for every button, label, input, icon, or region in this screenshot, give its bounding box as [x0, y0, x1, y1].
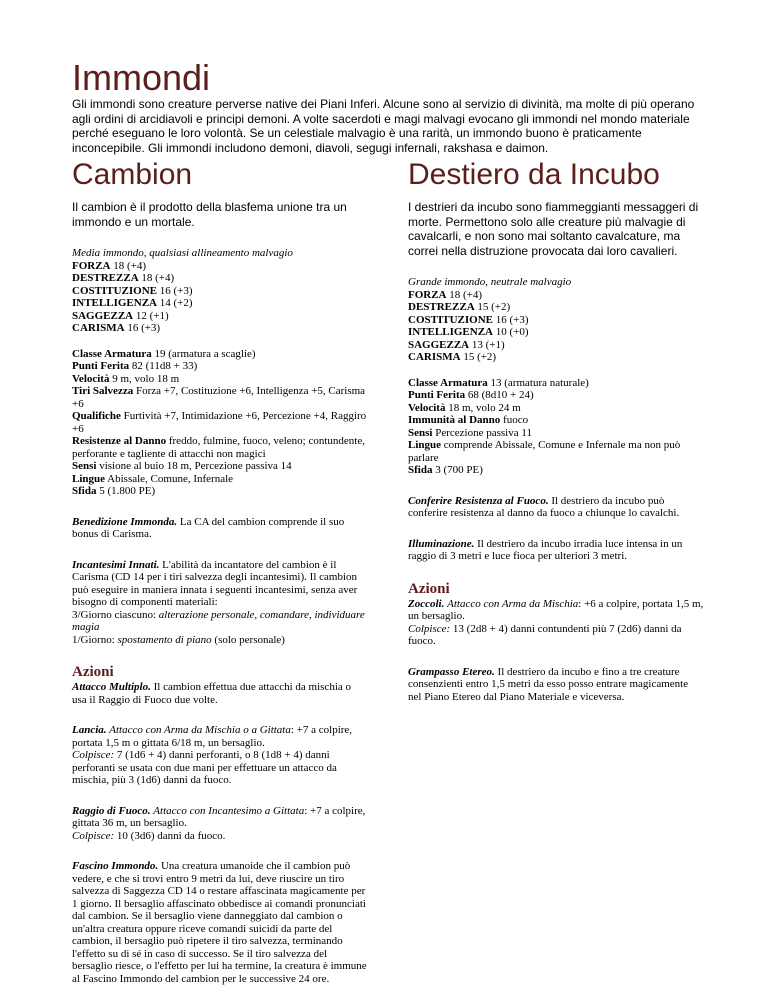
destriero-stats-block: [408, 377, 704, 477]
intro-paragraph: Gli immondi sono creature perverse native dei Piani Inferi. Alcune sono al servizio di divinità, ma molte di più operano agli ordini di arcidiavoli e principi demoni. A volte sacerdoti e magi malvagi evocano gli immondi nel mondo materiale perché eseguano le loro volontà. Se un celestiale malvagio è una rarità, un immondo buono è praticamente inconcepibile. Gli immondi includono demoni, diavoli, segugi infernali, rakshasa e daimon.: [72, 97, 695, 155]
action-lancia: Lancia. Attacco con Arma da Mischia o a Gittata: +7 a colpire, portata 1,5 m o gittata 6/18 m, un bersaglio. Colpisce: 7 (1d6 + 4) danni perforanti, o 8 (1d8 + 4) danni perforanti se usata con due mani per effettuare un attacco da mischia, più 3 (1d6) danni da fuoco.: [72, 724, 353, 786]
destriero-actions-title: Azioni: [408, 580, 450, 597]
ability-row: COSTITUZIONE 16 (+3): [72, 284, 193, 297]
cambion-abilities-block: [72, 247, 368, 335]
destriero-column: [408, 158, 704, 703]
page-title: Immondi: [72, 57, 211, 98]
stat-row: Resistenze al Danno freddo, fulmine, fuoco, veleno; contundente, perforante e tagliente di attacchi non magici: [72, 435, 365, 460]
cambion-stats-block: [72, 348, 368, 498]
stat-row: Classe Armatura 19 (armatura a scaglie): [72, 347, 256, 360]
stat-row: Qualifiche Furtività +7, Intimidazione +6, Percezione +4, Raggiro +6: [72, 410, 367, 435]
stat-row: Velocità 9 m, volo 18 m: [72, 372, 180, 385]
stat-row: Velocità 18 m, volo 24 m: [408, 401, 521, 414]
ability-row: SAGGEZZA 13 (+1): [408, 338, 505, 351]
stat-row: Lingue comprende Abissale, Comune e Infernale ma non può parlare: [408, 439, 681, 464]
cambion-title: Cambion: [72, 158, 193, 191]
ability-row: INTELLIGENZA 10 (+0): [408, 326, 529, 338]
stat-row: Punti Ferita 68 (8d10 + 24): [408, 389, 534, 401]
destriero-description: I destrieri da incubo sono fiammeggianti messaggeri di morte. Permettono solo alle creature più malvagie di cavalcarli, e non sono mai soltanto cavalcature, ma correi nella distruzione provocata dai loro cavalieri.: [408, 200, 699, 258]
ability-row: COSTITUZIONE 16 (+3): [408, 313, 529, 326]
stat-row: Sensi visione al buio 18 m, Percezione passiva 14: [72, 460, 292, 472]
ability-row: INTELLIGENZA 14 (+2): [72, 297, 193, 309]
stat-row: Sensi Percezione passiva 11: [408, 426, 532, 439]
ability-row: DESTREZZA 15 (+2): [408, 301, 511, 313]
trait-benedizione: Benedizione Immonda. La CA del cambion comprende il suo bonus di Carisma.: [72, 515, 345, 540]
ability-row: FORZA 18 (+4): [408, 288, 483, 301]
stat-row: Tiri Salvezza Forza +7, Costituzione +6, Intelligenza +5, Carisma +6: [72, 385, 366, 410]
action-grampasso: Grampasso Etereo. Il destriero da incubo e fino a tre creature consenzienti entro 1,5 metri da esso posso entrare magicamente nel Piano Etereo dal Piano Materiale e viceversa.: [408, 665, 689, 703]
ability-row: CARISMA 15 (+2): [408, 351, 497, 363]
stat-row: Lingue Abissale, Comune, Infernale: [72, 472, 234, 485]
destriero-title: Destiero da Incubo: [408, 158, 660, 191]
ability-row: DESTREZZA 18 (+4): [72, 272, 175, 284]
cambion-column: [72, 158, 368, 985]
ability-row: FORZA 18 (+4): [72, 259, 147, 272]
stat-row: Punti Ferita 82 (11d8 + 33): [72, 360, 198, 372]
stat-row: Immunità al Danno fuoco: [408, 414, 529, 426]
cambion-actions-title: Azioni: [72, 664, 114, 680]
action-raggio: Raggio di Fuoco. Attacco con Incantesimo a Gittata: +7 a colpire, gittata 36 m, un bersaglio. Colpisce: 10 (3d6) danni da fuoco.: [72, 804, 366, 842]
action-multiattacco: Attacco Multiplo. Il cambion effettua due attacchi da mischia o usa il Raggio di Fuoco due volte.: [72, 681, 352, 706]
stat-row: Sfida 3 (700 PE): [408, 464, 483, 476]
stat-row: Sfida 5 (1.800 PE): [72, 485, 156, 497]
cambion-description: Il cambion è il prodotto della blasfema unione tra un immondo e un mortale.: [72, 200, 347, 229]
ability-row: CARISMA 16 (+3): [72, 322, 161, 334]
destriero-type: Grande immondo, neutrale malvagio: [408, 276, 572, 288]
action-fascino: Fascino Immondo. Una creatura umanoide che il cambion può vedere, e che si trovi entro 9 metri da lui, deve riuscire un tiro salvezza di Saggezza CD 14 o restare affascinata magicamente per 1 giorno. Il bersaglio affascinato obbedisce ai comandi pronunciati dal cambion. Se il bersaglio viene danneggiato dal cambion o un'altra creatura oppure riceve comandi suicidi da parte del cambion, il bersaglio può ripetere il tiro salvezza, terminando l'effetto su di sé in caso di successo. Se il tiro salvezza del bersaglio riesce, o l'effetto per lui ha termine, la creatura è immune al Fascino Immondo del cambion per le successive 24 ore.: [72, 860, 367, 985]
action-zoccoli: Zoccoli. Attacco con Arma da Mischia: +6 a colpire, portata 1,5 m, un bersaglio. Colpisce: 13 (2d8 + 4) danni contundenti più 7 (2d6) danni da fuoco.: [408, 597, 704, 647]
trait-resistenza-fuoco: Conferire Resistenza al Fuoco. Il destriero da incubo può conferire resistenza al danno da fuoco a chiunque lo cavalchi.: [408, 494, 680, 519]
trait-illuminazione: Illuminazione. Il destriero da incubo irradia luce intensa in un raggio di 3 metri e luce fioca per ulteriori 3 metri.: [408, 537, 683, 562]
stat-row: Classe Armatura 13 (armatura naturale): [408, 376, 589, 389]
destriero-abilities-block: [408, 276, 704, 364]
ability-row: SAGGEZZA 12 (+1): [72, 309, 169, 322]
cambion-type: Media immondo, qualsiasi allineamento malvagio: [72, 247, 293, 259]
trait-incantesimi: Incantesimi Innati. L'abilità da incantatore del cambion è il Carisma (CD 14 per i tiri salvezza degli incantesimi). Il cambion può eseguire in maniera innata i seguenti incantesimi, senza aver bisogno di componenti materiali: 3/Giorno ciascuno: alterazione personale, comandare, individuare magia 1/Giorno: spostamento di piano (solo personale): [72, 558, 365, 646]
